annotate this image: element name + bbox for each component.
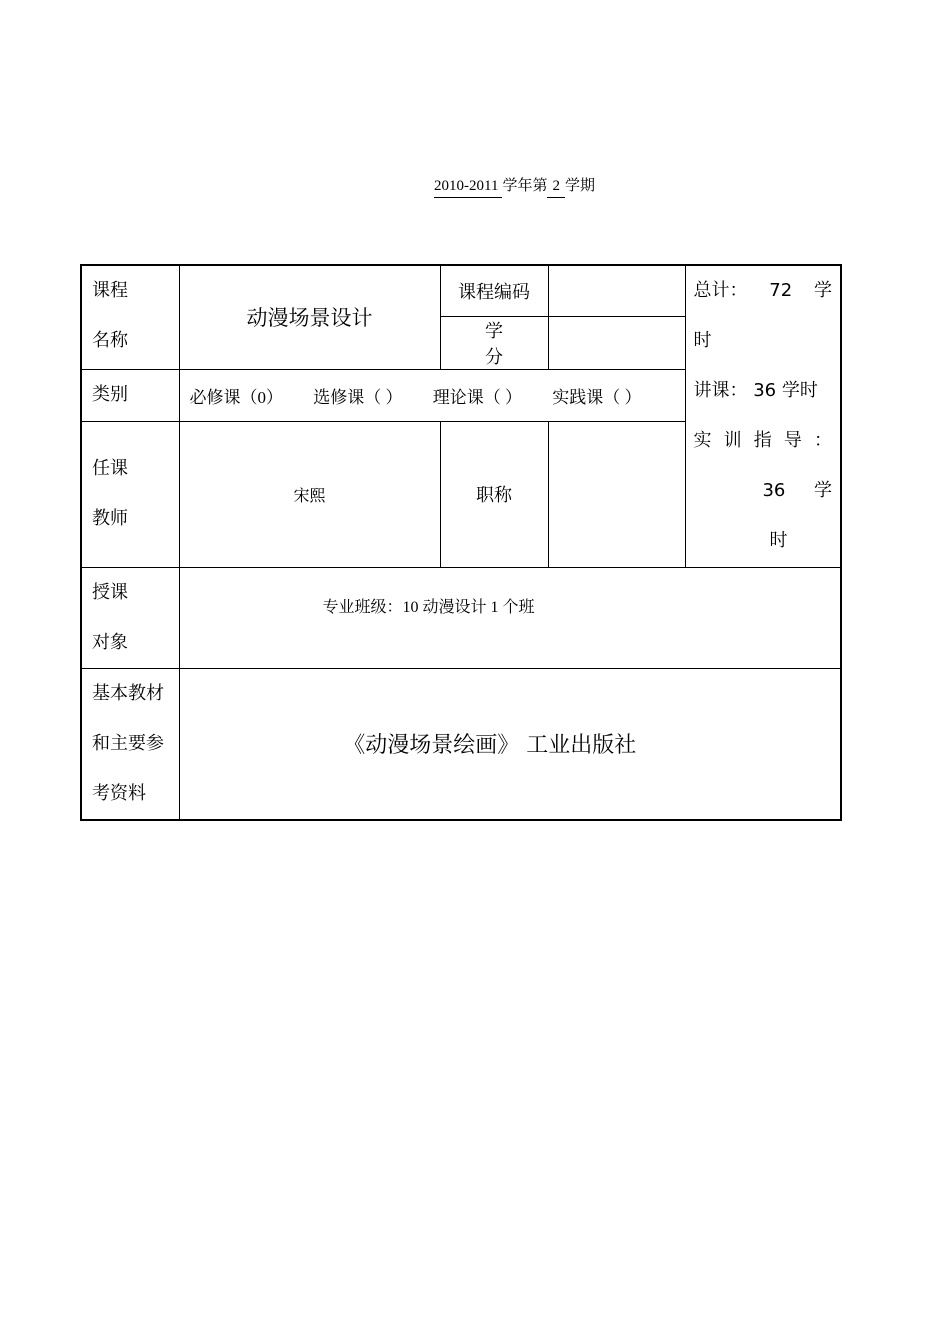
total-hours-unit-b: 时 <box>693 330 712 351</box>
academic-year-suffix: 学年第 <box>502 178 548 194</box>
job-title-label: 职称 <box>440 421 548 567</box>
textbook-value: 《动漫场景绘画》 工业出版社 <box>179 668 841 820</box>
total-hours-prefix: 总计： <box>693 280 748 301</box>
course-name-label: 课程 名称 <box>81 265 179 369</box>
course-code-value <box>548 265 685 316</box>
term-suffix: 学期 <box>564 178 595 194</box>
target-class: 专业班级：10 动漫设计 1 个班 <box>179 567 841 668</box>
category-required: 必修课（0） <box>189 387 283 407</box>
lecture-hours-prefix: 讲课： <box>693 380 748 401</box>
credit-value <box>548 316 685 369</box>
category-elective: 选修课（ ） <box>313 387 403 407</box>
category-options <box>179 369 685 421</box>
target-label: 授课 对象 <box>81 567 179 668</box>
practice-hours-value: 36 <box>762 480 786 501</box>
practice-hours-value-line <box>694 466 833 516</box>
course-code-label: 课程编码 <box>440 265 548 316</box>
term-number: 2 <box>547 175 565 198</box>
total-hours-line <box>694 266 833 316</box>
lecture-hours-value: 36 <box>753 380 777 401</box>
total-hours-value: 72 <box>769 280 793 301</box>
total-hours-unit-a: 学 <box>814 280 832 301</box>
course-name: 动漫场景设计 <box>179 265 440 369</box>
category-theory: 理论课（ ） <box>432 387 522 407</box>
category-label: 类别 <box>81 369 179 421</box>
textbook-label: 基本教材 和主要参 考资料 <box>81 668 179 820</box>
category-practice: 实践课（ ） <box>552 387 642 407</box>
teacher-label: 任课 教师 <box>81 421 179 567</box>
practice-hours-unit-a: 学 <box>814 480 832 501</box>
practice-hours-label: 实 训 指 导 ： <box>693 430 832 451</box>
job-title-value <box>548 421 685 567</box>
hours-cell <box>685 265 841 567</box>
teacher-name: 宋熙 <box>179 421 440 567</box>
practice-hours-unit-b: 时 <box>769 530 788 551</box>
credit-label: 学分 <box>440 316 548 369</box>
semester-heading <box>434 174 595 198</box>
lecture-hours-unit: 学时 <box>781 380 818 401</box>
academic-year: 2010-2011 <box>434 175 502 198</box>
course-info-table <box>80 264 842 821</box>
lecture-hours-line <box>694 366 833 416</box>
